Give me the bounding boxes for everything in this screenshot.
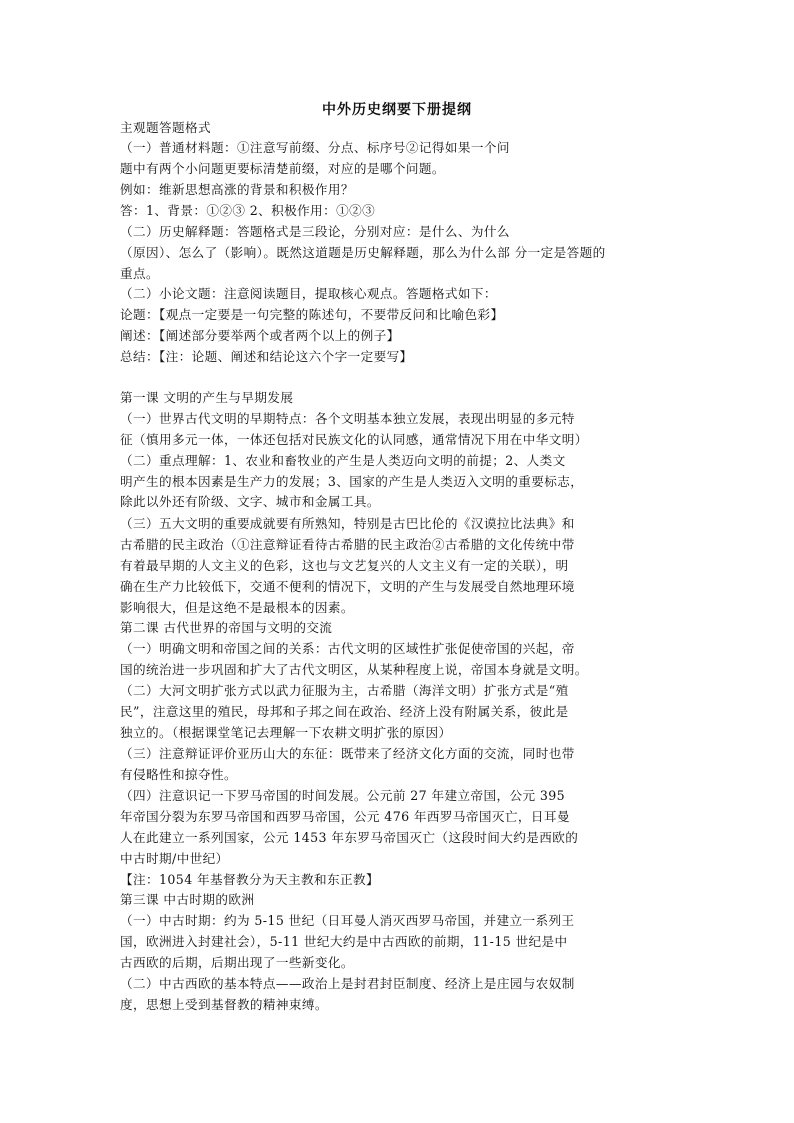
text-line: 人在此建立一系列国家，公元 1453 年东罗马帝国灭亡（这段时间大约是西欧的 (120, 830, 579, 845)
text-line: （二）历史解释题：答题格式是三段论，分别对应：是什么、为什么 (120, 224, 510, 239)
text-line: 国的统治进一步巩固和扩大了古代文明区，从某种程度上说，帝国本身就是文明。 (120, 662, 588, 677)
lesson-heading-3: 第三课 中古时期的欧洲 (120, 892, 255, 907)
text-line: （二）大河文明扩张方式以武力征服为主，古希腊（海洋文明）扩张方式是“殖 (120, 683, 569, 698)
text-line: 征（慎用多元一体，一体还包括对民族文化的认同感，通常情况下用在中华文明） (120, 432, 588, 447)
text-line: （三）五大文明的重要成就要有所熟知，特别是古巴比伦的《汉谟拉比法典》和 (120, 516, 575, 531)
text-line: 影响很大，但是这绝不是最根本的因素。 (120, 600, 354, 615)
text-line: 答：1、背景：①②③ 2、积极作用：①②③ (120, 203, 376, 218)
text-line: （二）中古西欧的基本特点——政治上是封君封臣制度、经济上是庄园与农奴制 (120, 976, 575, 991)
text-line: 年帝国分裂为东罗马帝国和西罗马帝国，公元 476 年西罗马帝国灭亡，日耳曼 (120, 809, 570, 824)
text-line: （三）注意辩证评价亚历山大的东征：既带来了经济文化方面的交流，同时也带 (120, 746, 575, 761)
text-line: （二）小论文题：注意阅读题目，提取核心观点。答题格式如下： (120, 286, 497, 301)
text-line: （一）世界古代文明的早期特点：各个文明基本独立发展，表现出明显的多元特 (120, 411, 575, 426)
text-line: （一）明确文明和帝国之间的关系：古代文明的区域性扩张促使帝国的兴起，帝 (120, 641, 575, 656)
text-line: 古西欧的后期，后期出现了一些新变化。 (120, 955, 354, 970)
text-line: （一）普通材料题：①注意写前缀、分点、标序号②记得如果一个问 (120, 140, 510, 155)
note-line: 【注：1054 年基督教分为天主教和东正教】 (120, 872, 379, 887)
text-line: 度，思想上受到基督教的精神束缚。 (120, 997, 328, 1012)
text-line: 国，欧洲进入封建社会），5-11 世纪大约是中古西欧的前期，11-15 世纪是中 (120, 934, 568, 949)
text-line: （一）中古时期：约为 5-15 世纪（日耳曼人消灭西罗马帝国，并建立一系列王 (120, 913, 575, 928)
text-line: 古希腊的民主政治（①注意辩证看待古希腊的民主政治②古希腊的文化传统中带 (120, 537, 575, 552)
text-line: 民”，注意这里的殖民，母邦和子邦之间在政治、经济上没有附属关系，彼此是 (120, 704, 569, 719)
text-line: （四）注意识记一下罗马帝国的时间发展。公元前 27 年建立帝国，公元 395 (120, 788, 566, 803)
text-line: 明产生的根本因素是生产力的发展；3、国家的产生是人类迈入文明的重要标志， (120, 474, 584, 489)
section-heading-answer-format: 主观题答题格式 (120, 120, 211, 135)
text-line: 中古时期/中世纪） (120, 851, 229, 866)
text-line: 有侵略性和掠夺性。 (120, 767, 237, 782)
lesson-heading-1: 第一课 文明的产生与早期发展 (120, 390, 294, 405)
text-line: 除此以外还有阶级、文字、城市和金属工具。 (120, 494, 380, 509)
text-line: （原因）、怎么了（影响）。既然这道题是历史解释题，那么为什么部 分一定是答题的 (120, 245, 606, 260)
text-line: 独立的。（根据课堂笔记去理解一下农耕文明扩张的原因） (120, 725, 452, 740)
text-line: （二）重点理解：1、农业和畜牧业的产生是人类迈向文明的前提；2、人类文 (120, 453, 566, 468)
text-line: 例如：维新思想高涨的背景和积极作用？ (120, 182, 354, 197)
text-line: 重点。 (120, 266, 159, 281)
text-line: 有着最早期的人文主义的色彩，这也与文艺复兴的人文主义有一定的关联），明 (120, 558, 569, 573)
document-title: 中外历史纲要下册提纲 (322, 102, 472, 118)
text-line: 阐述：【阐述部分要举两个或者两个以上的例子】 (120, 328, 400, 343)
text-line: 确在生产力比较低下，交通不便利的情况下，文明的产生与发展受自然地理环境 (120, 579, 575, 594)
lesson-heading-2: 第二课 古代世界的帝国与文明的交流 (120, 620, 333, 635)
text-line: 题中有两个小问题更要标清楚前缀，对应的是哪个问题。 (120, 161, 445, 176)
text-line: 总结：【注：论题、阐述和结论这六个字一定要写】 (120, 349, 413, 364)
text-line: 论题：【观点一定要是一句完整的陈述句，不要带反问和比喻色彩】 (120, 307, 504, 322)
